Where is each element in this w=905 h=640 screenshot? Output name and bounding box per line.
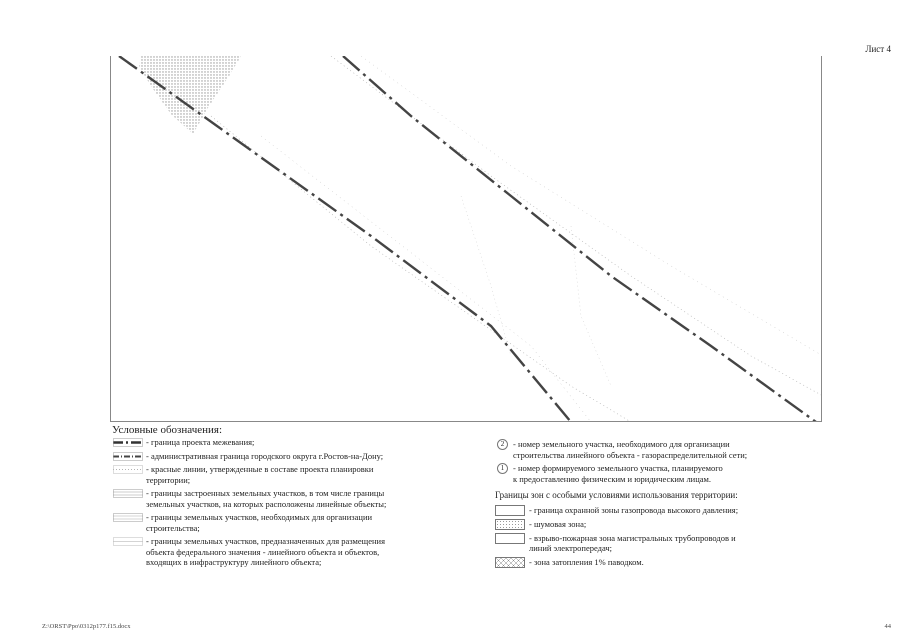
map-canvas — [111, 56, 822, 422]
red-line-4 — [261, 136, 591, 422]
zone-item — [495, 533, 825, 554]
legend-text: - красные линии, утвержденные в составе проекта планировки территории; — [146, 464, 374, 485]
legend-text: - взрыво-пожарная зона магистральных трубопроводов и линий электропередач; — [529, 532, 736, 553]
legend-item — [113, 464, 493, 485]
thick-dash-symbol — [113, 438, 143, 447]
legend-text: - граница охранной зоны газопровода высокого давления; — [529, 504, 739, 515]
dash-dot-symbol — [113, 452, 143, 461]
legend-text: - номер формируемого земельного участка, планируемого к предоставлению физическим и юридическим лицам. — [513, 463, 723, 484]
zone-item — [495, 505, 825, 516]
thin-line-symbol — [113, 537, 143, 546]
file-path: Z:\ORST\Ppo\0312p177.f15.docx — [42, 623, 131, 630]
thin-dotted-symbol — [113, 465, 143, 474]
zone-item — [495, 519, 825, 530]
legend-item — [113, 451, 493, 462]
legend-item — [495, 463, 825, 484]
zone-item — [495, 557, 825, 568]
red-line-1 — [211, 116, 631, 422]
legend-text: - границы земельных участков, необходимых для организации строительства; — [146, 512, 373, 533]
lot-number-circle-icon: 1 — [497, 463, 508, 474]
legend-left-column — [113, 437, 493, 568]
map-drawing — [110, 56, 822, 422]
legend-text: - административная граница городского округа г.Ростов-на-Дону; — [146, 450, 384, 461]
legend-text: - границы земельных участков, предназначенных для размещения объекта федерального значения - линейного объекта и объектов, входящих в инфраструктуру линейного объекта; — [146, 536, 385, 567]
noise-zone-area — [139, 56, 241, 134]
red-line-3 — [361, 56, 822, 356]
legend-item — [113, 437, 493, 448]
lot-boundary-1 — [461, 196, 511, 356]
legend-text: - номер земельного участка, необходимого для организации строительства линейного объекта - газораспределительной сети; — [513, 439, 748, 460]
legend-item — [113, 536, 493, 568]
zones-heading: Границы зон с особыми условиями использования территории: — [495, 490, 738, 500]
legend-item — [495, 439, 825, 460]
red-line-2 — [331, 56, 822, 396]
legend-text: - шумовая зона; — [529, 518, 587, 529]
legend-text: - границы застроенных земельных участков, в том числе границы земельных участков, на которых расположены линейные объекты; — [146, 488, 387, 509]
fire-explosion-zone-symbol — [495, 533, 525, 544]
gas-pipeline-zone-symbol — [495, 505, 525, 516]
flood-zone-symbol — [495, 557, 525, 568]
sheet-label: Лист 4 — [865, 44, 891, 54]
legend-title: Условные обозначения: — [112, 424, 223, 436]
noise-zone-symbol — [495, 519, 525, 530]
legend-text: - граница проекта межевания; — [146, 437, 255, 447]
lot-boundary-2 — [571, 226, 611, 386]
legend-item — [113, 488, 493, 509]
legend-right-column — [495, 439, 825, 568]
legend-item — [113, 512, 493, 533]
page-number: 44 — [884, 623, 891, 630]
double-line-symbol-2 — [113, 513, 143, 522]
legend-text: - зона затопления 1% паводком. — [529, 556, 644, 567]
double-line-symbol — [113, 489, 143, 498]
lot-number-circle-icon: 2 — [497, 439, 508, 450]
